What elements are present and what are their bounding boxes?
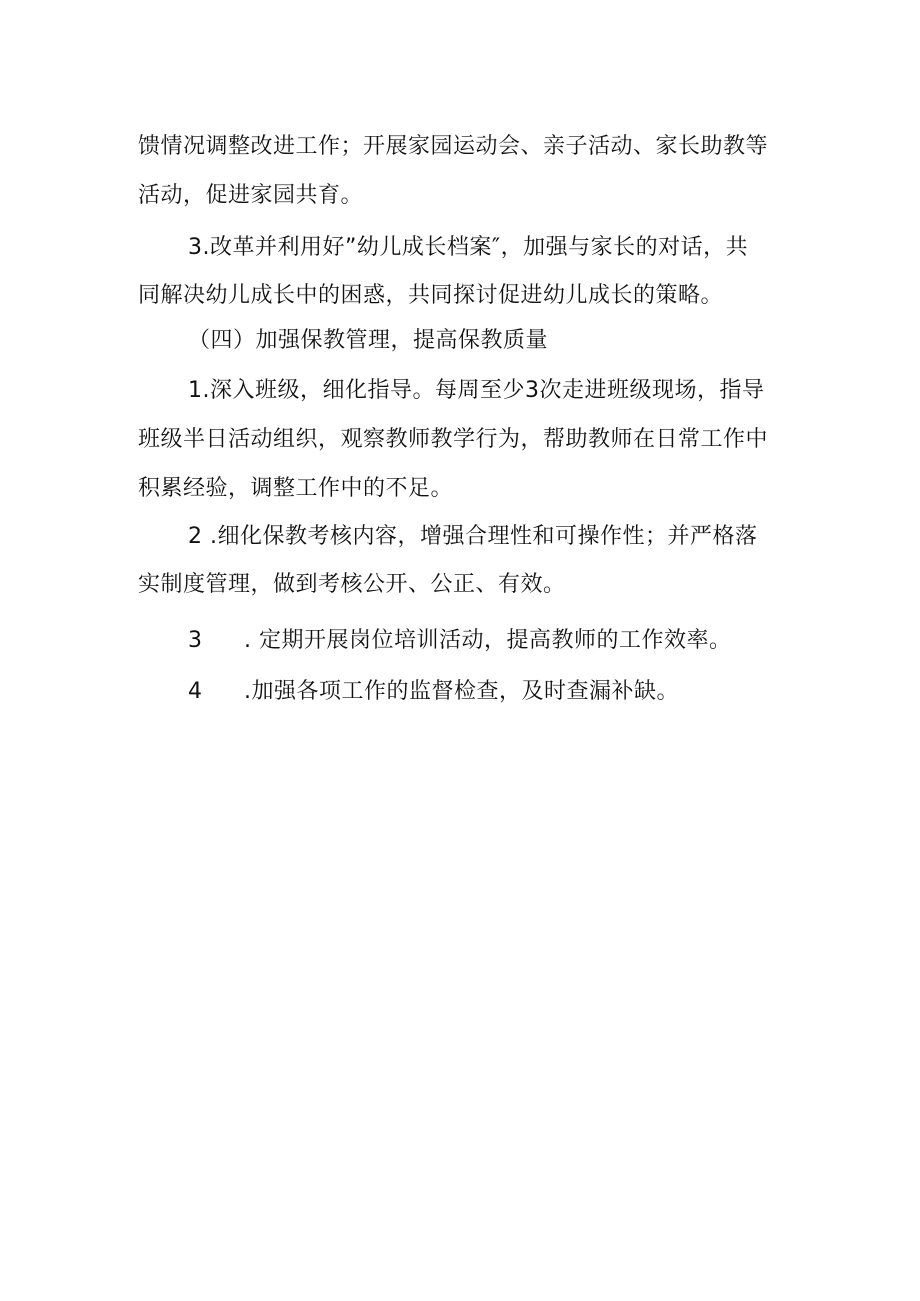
list-text-4: .加强各项工作的监督检查，及时查漏补缺。 (244, 679, 679, 704)
item-3-line-1: 3.改革并利用好”幼儿成长档案″，加强与家长的对话，共 (188, 235, 749, 260)
item-3-list-line (188, 626, 732, 656)
list-number-3: 3 (188, 628, 203, 653)
item-4-list-line (188, 677, 679, 707)
item-1-line-3: 积累经验，调整工作中的不足。 (138, 476, 454, 501)
item-2-line-2: 实制度管理，做到考核公开、公正、有效。 (138, 572, 566, 597)
item-2-line-1: 2 .细化保教考核内容，增强合理性和可操作性；并严格落 (188, 524, 758, 549)
paragraph-line-1: 馈情况调整改进工作；开展家园运动会、亲子活动、家长助教等 (138, 134, 769, 159)
item-3-line-2: 同解决幼儿成长中的困惑，共同探讨促进幼儿成长的策略。 (138, 283, 724, 308)
list-number-4: 4 (188, 679, 203, 704)
item-1-line-1: 1.深入班级，细化指导。每周至少3次走进班级现场，指导 (188, 378, 765, 403)
list-text-3: . 定期开展岗位培训活动，提高教师的工作效率。 (244, 628, 732, 653)
item-1-line-2: 班级半日活动组织，观察教师教学行为，帮助教师在日常工作中 (138, 427, 769, 452)
section-heading: （四）加强保教管理，提高保教质量 (188, 328, 549, 353)
paragraph-line-2: 活动，促进家园共育。 (138, 183, 364, 208)
